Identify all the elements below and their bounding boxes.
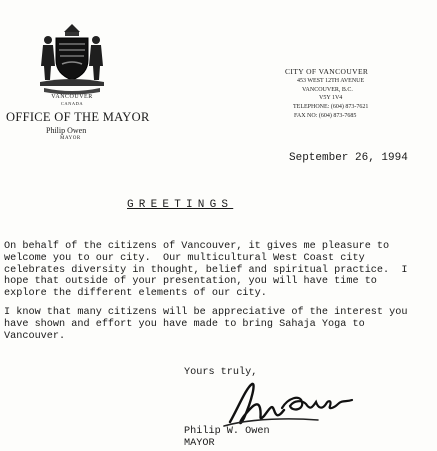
address-city-province: VANCOUVER, B.C.: [302, 86, 353, 93]
signature-icon: [222, 378, 360, 430]
letterhead-mayor-title: MAYOR: [60, 136, 81, 141]
signer-title: MAYOR: [184, 438, 215, 449]
coat-of-arms-icon: [34, 22, 110, 96]
body-paragraph-2: I know that many citizens will be appreciative of the interest you have shown and effort you have made to bring Sahaja Yoga to Vancouver.: [4, 307, 408, 342]
office-title: OFFICE OF THE MAYOR: [6, 110, 150, 124]
letter-date: September 26, 1994: [289, 152, 408, 164]
address-postal-code: V5Y 1V4: [319, 95, 343, 102]
closing-salutation: Yours truly,: [184, 367, 258, 378]
address-city: CITY OF VANCOUVER: [285, 67, 369, 76]
letterhead-address: [285, 67, 369, 121]
greetings-heading: GREETINGS: [127, 199, 234, 211]
crest-country-label: CANADA: [60, 101, 84, 106]
signer-name: Philip W. Owen: [184, 426, 270, 437]
address-fax: FAX NO: (604) 873-7685: [294, 112, 357, 119]
address-street: 453 WEST 12TH AVENUE: [297, 77, 365, 84]
address-telephone: TELEPHONE: (604) 873-7621: [293, 104, 369, 111]
body-paragraph-1: On behalf of the citizens of Vancouver, it gives me pleasure to welcome you to our city. Our multicultural West Coast city celebrates diversity in thought, belief and spiritual practice. I hope that outside of your presentation, you will have time to explore the different elements of our city.: [4, 241, 408, 300]
letterhead-mayor-name: Philip Owen: [46, 126, 87, 135]
crest-city-label: VANCOUVER: [51, 94, 93, 100]
